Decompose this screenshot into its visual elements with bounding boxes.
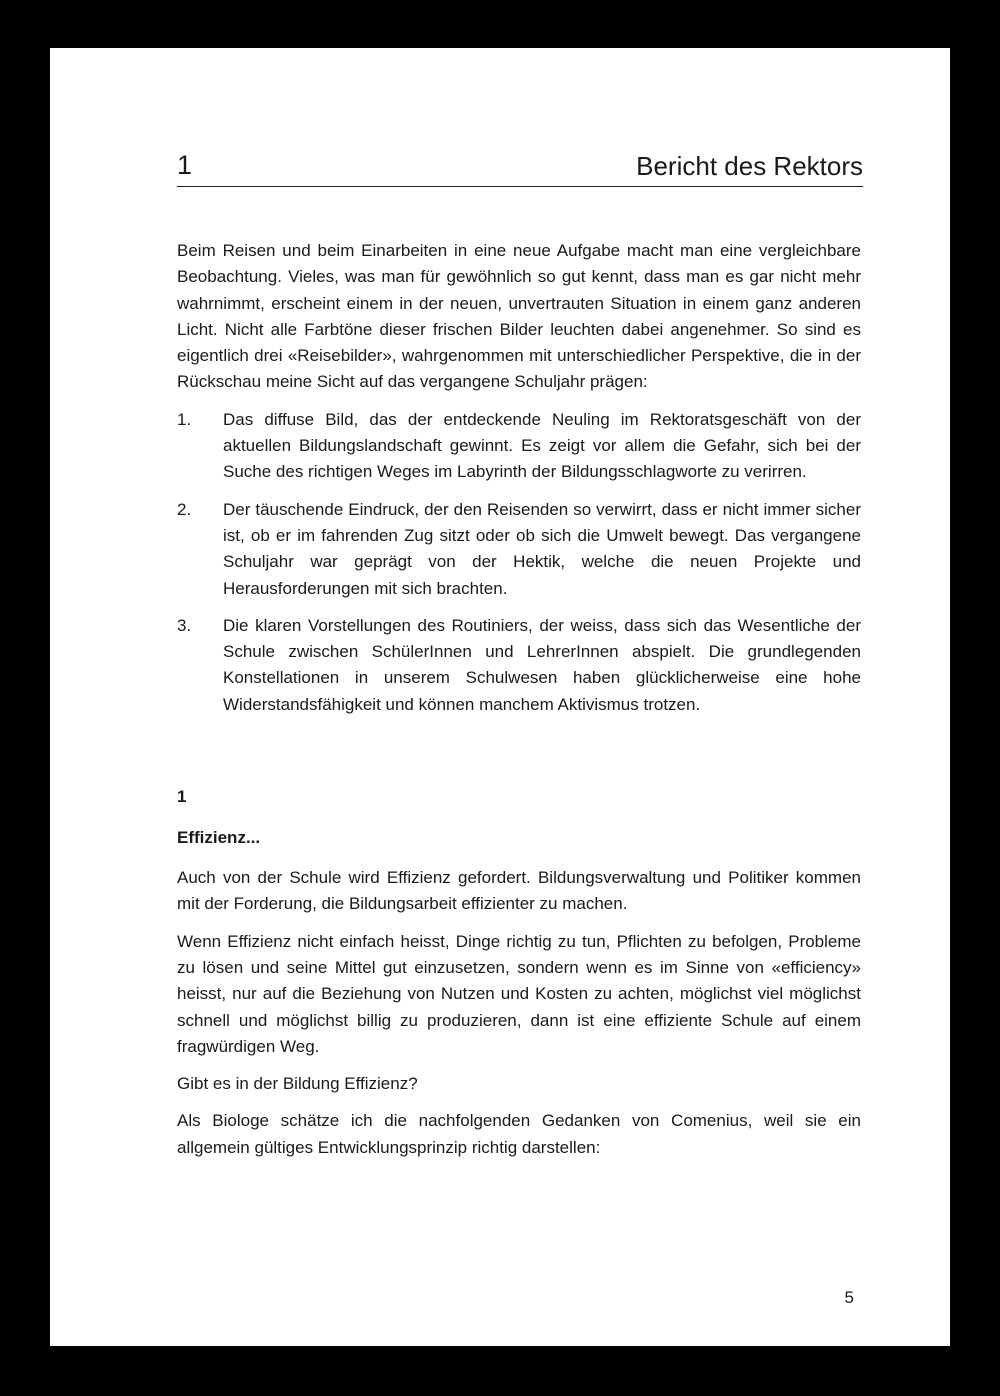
list-item <box>177 497 861 602</box>
section-paragraph: Gibt es in der Bildung Effizienz? <box>177 1074 418 1094</box>
section-paragraph: Wenn Effizienz nicht einfach heisst, Dinge richtig zu tun, Pflichten zu befolgen, Probleme zu lösen und seine Mittel gut einzusetzen, sondern wenn es im Sinne von «efficiency» heisst, nur auf die Beziehung von Nutzen und Kosten zu achten, möglichst viel möglichst schnell und möglichst billig zu produzieren, dann ist eine effiziente Schule auf einem fragwürdigen Weg. <box>177 931 861 1056</box>
chapter-header <box>177 148 863 187</box>
intro-paragraph: Beim Reisen und beim Einarbeiten in eine neue Aufgabe macht man eine vergleichbare Beobachtung. Vieles, was man für gewöhnlich so gut kennt, dass man es gar nicht mehr wahrnimmt, erscheint einem in der neuen, unvertrauten Situation in einem ganz anderen Licht. Nicht alle Farbtöne dieser frischen Bilder leuchten dabei angenehmer. So sind es eigentlich drei «Reisebilder», wahrgenommen mit unterschiedlicher Perspektive, die in der Rückschau meine Sicht auf das vergangene Schuljahr prägen: <box>177 241 861 392</box>
list-item <box>177 613 861 718</box>
list-item <box>177 407 861 486</box>
list-item-text: Das diffuse Bild, das der entdeckende Neuling im Rektoratsgeschäft von der aktuellen Bildungslandschaft gewinnt. Es zeigt vor allem die Gefahr, sich bei der Suche des richtigen Weges im Labyrinth der Bildungsschlagworte zu verirren. <box>223 409 861 482</box>
section-number: 1 <box>177 787 187 807</box>
page-number: 5 <box>844 1288 854 1307</box>
list-item-number: 2. <box>177 499 192 519</box>
list-item-text: Die klaren Vorstellungen des Routiniers, der weiss, dass sich das Wesentliche der Schule zwischen SchülerInnen und LehrerInnen abspielt. Die grundlegenden Konstellationen in unserem Schulwesen haben glücklicherweise eine hohe Widerstandsfähigkeit und können manchem Aktivismus trotzen. <box>223 615 861 714</box>
list-item-number: 1. <box>177 409 192 429</box>
section-paragraph: Als Biologe schätze ich die nachfolgenden Gedanken von Comenius, weil sie ein allgemein gültiges Entwicklungsprinzip richtig darstellen: <box>177 1111 861 1157</box>
chapter-title: Bericht des Rektors <box>636 151 863 181</box>
document-page <box>50 48 950 1346</box>
section-paragraph: Auch von der Schule wird Effizienz gefordert. Bildungsverwaltung und Politiker kommen mit der Forderung, die Bildungsarbeit effizienter zu machen. <box>177 868 861 914</box>
list-item-text: Der täuschende Eindruck, der den Reisenden so verwirrt, dass er nicht immer sicher ist, ob er im fahrenden Zug sitzt oder ob sich die Umwelt bewegt. Das vergangene Schuljahr war geprägt von der Hektik, welche die neuen Projekte und Herausforderungen mit sich brachten. <box>223 499 861 598</box>
numbered-list <box>177 407 861 718</box>
body-text <box>177 238 861 1172</box>
section-heading: Effizienz... <box>177 828 261 848</box>
chapter-number: 1 <box>177 150 193 180</box>
list-item-number: 3. <box>177 615 192 635</box>
